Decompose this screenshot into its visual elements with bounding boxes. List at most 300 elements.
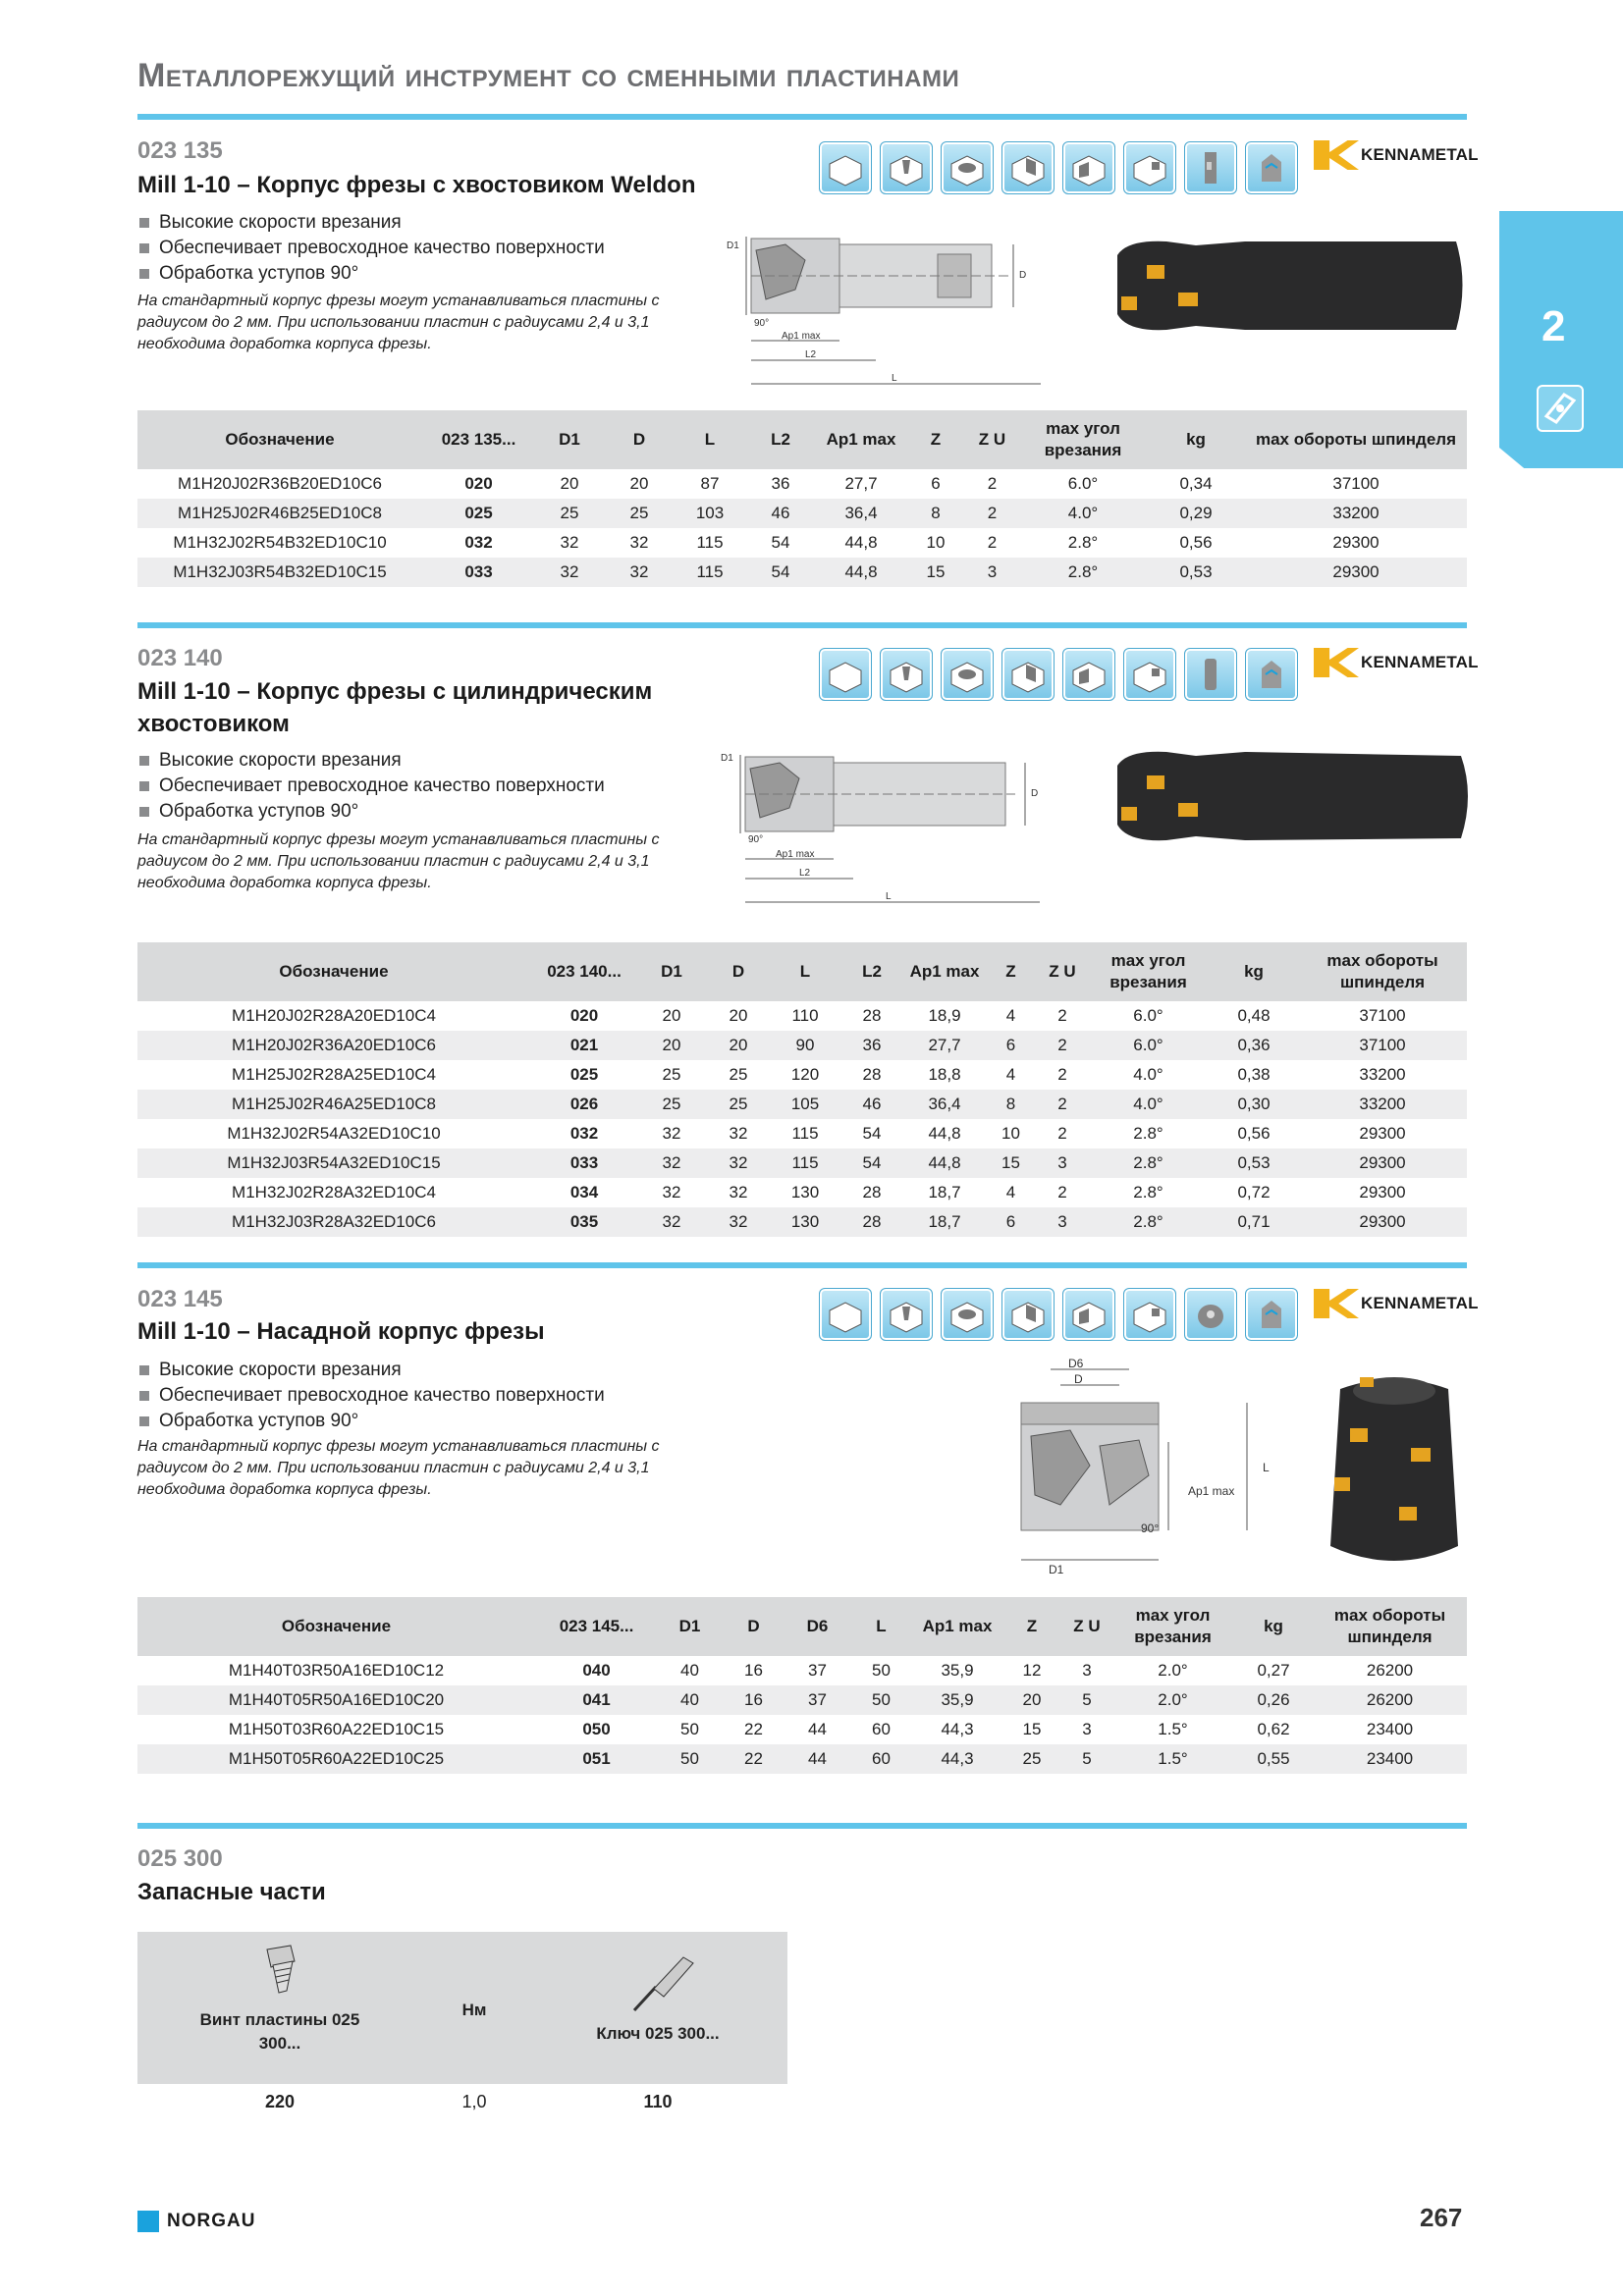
table-cell: 20 [638,1031,705,1060]
torque-value: 1,0 [461,2092,487,2111]
designation-cell: M1H50T03R60A22ED10C15 [228,1720,445,1738]
table-row [137,1178,1467,1207]
table-cell: 4.0° [1087,1090,1210,1119]
table-cell: 23400 [1366,1720,1414,1738]
table-cell: 29300 [1298,1207,1467,1237]
feature-item: Высокие скорости врезания [137,1358,605,1383]
order-code-cell: 034 [569,1183,599,1201]
table-cell: 2 [987,533,998,552]
table-cell: 10 [1001,1124,1020,1143]
col-header: 023 135... [422,410,535,469]
cylindrical-shank-icon [1184,648,1237,701]
col-header: D1 [658,1597,722,1656]
col-header: L2 [839,942,905,1001]
table-cell: 0,36 [1210,1031,1298,1060]
table-cell: 12 [1022,1661,1042,1680]
order-code-cell: 025 [569,1065,599,1084]
table-row [137,469,1467,499]
order-code-cell: 041 [535,1685,658,1715]
torque-label: Нм [461,2001,487,2019]
table-cell: 2.0° [1111,1685,1234,1715]
face-milling-icon [819,1288,872,1341]
table-cell: 20 [560,474,579,493]
col-header: Ap1 max [905,942,984,1001]
table-cell: 1.5° [1158,1720,1188,1738]
table-cell: 54 [771,533,790,552]
table-cell: 32 [638,1207,705,1237]
table-cell: 2 [1057,1183,1067,1201]
table-cell: 18,9 [928,1006,961,1025]
pocketing-icon [941,1288,994,1341]
table-cell: 37100 [1298,1031,1467,1060]
table-cell: 4.0° [1019,499,1147,528]
table-cell: 3 [1038,1148,1087,1178]
col-header: max угол врезания [1019,410,1147,469]
screw-label: Винт пластины 025 300... [199,2010,360,2053]
col-header: L [849,1597,913,1656]
col-header: D1 [535,410,604,469]
table-cell: 15 [906,558,965,587]
table-cell: 40 [658,1685,722,1715]
table-cell: 2 [987,474,998,493]
table-cell: 29300 [1245,558,1467,587]
col-header: Z U [965,410,1019,469]
table-cell: 36 [771,474,790,493]
section-title: Mill 1-10 – Насадной корпус фрезы [137,1318,545,1345]
table-cell: 6.0° [1133,1006,1163,1025]
table-cell: 16 [744,1661,763,1680]
table-cell: 46 [745,499,816,528]
table-cell: 16 [722,1685,785,1715]
col-header: Z U [1038,942,1087,1001]
slotting-icon [1001,648,1055,701]
table-cell: 0,27 [1257,1661,1290,1680]
table-cell: 60 [849,1744,913,1774]
feature-item: Высокие скорости врезания [137,210,605,236]
plunging-icon [1123,1288,1176,1341]
designation-cell: M1H20J02R36B20ED10C6 [178,474,382,493]
table-cell: 36,4 [905,1090,984,1119]
table-cell: 20 [705,1031,772,1060]
table-cell: 2 [1038,1031,1087,1060]
table-cell: 18,7 [905,1207,984,1237]
table-cell: 44,8 [905,1148,984,1178]
order-code-cell: 026 [530,1090,638,1119]
table-cell: 5 [1062,1744,1111,1774]
table-cell: 46 [839,1090,905,1119]
order-code-cell: 020 [464,474,493,493]
section-title: Mill 1-10 – Корпус фрезы с цилиндрическим хвостовиком [137,678,653,737]
col-header: max угол врезания [1111,1597,1234,1656]
col-header: Ap1 max [913,1597,1001,1656]
table-cell: 32 [638,1148,705,1178]
feature-item: Высокие скорости врезания [137,748,605,774]
table-cell: 4 [1005,1065,1016,1084]
feature-item: Обеспечивает превосходное качество поверхности [137,774,605,799]
table-cell: 6 [984,1207,1038,1237]
table-cell: 115 [675,558,745,587]
table-row [137,528,1467,558]
designation-cell: M1H40T05R50A16ED10C20 [137,1685,535,1715]
spare-parts-header [137,1932,787,2084]
table-cell: 32 [705,1148,772,1178]
table-cell: 33200 [1245,499,1467,528]
svg-text:L: L [1263,1461,1270,1474]
table-cell: 0,30 [1210,1090,1298,1119]
section-title: Запасные части [137,1879,326,1905]
col-header: D6 [785,1597,849,1656]
slotting-icon [1001,141,1055,194]
col-header: D [722,1597,785,1656]
page-number: 267 [1420,2203,1463,2232]
col-header: Обозначение [137,1597,535,1656]
order-code-cell: 032 [464,533,493,552]
table-header [137,942,1467,1001]
table-row [137,1090,1467,1119]
table-cell: 5 [1062,1685,1111,1715]
svg-text:L2: L2 [799,868,811,879]
order-code-cell: 020 [569,1006,599,1025]
col-header: D [604,410,675,469]
spec-table [137,1597,1467,1774]
table-cell: 103 [675,499,745,528]
section-code: 023 140 [137,645,223,671]
table-header [137,410,1467,469]
table-cell: 54 [745,558,816,587]
table-cell: 2.8° [1133,1124,1163,1143]
order-code-cell: 021 [530,1031,638,1060]
designation-cell: M1H32J03R54B32ED10C15 [137,558,422,587]
table-cell: 115 [696,533,724,552]
product-photo [1108,236,1471,336]
kennametal-logo: KENNAMETAL [1314,1289,1479,1318]
table-cell: 33200 [1298,1090,1467,1119]
table-cell: 6.0° [1087,1031,1210,1060]
table-cell: 36,4 [816,499,906,528]
table-cell: 3 [1082,1661,1092,1680]
screw-code: 220 [264,2092,296,2111]
table-cell: 50 [872,1661,891,1680]
table-row [137,1715,1467,1744]
table-row [137,499,1467,528]
table-cell: 44,8 [844,533,878,552]
kennametal-logo: KENNAMETAL [1314,648,1479,677]
designation-cell: M1H40T03R50A16ED10C12 [228,1661,445,1680]
table-cell: 44 [785,1744,849,1774]
plunging-icon [1123,141,1176,194]
table-cell: 27,7 [905,1031,984,1060]
face-milling-icon [819,648,872,701]
table-row [137,1744,1467,1774]
col-header: max угол врезания [1087,942,1210,1001]
table-cell: 130 [790,1183,820,1201]
table-row [137,1001,1467,1031]
table-cell: 15 [984,1148,1038,1178]
table-cell: 20 [662,1006,681,1025]
col-header: D [705,942,772,1001]
table-cell: 32 [629,533,649,552]
section-code: 023 145 [137,1286,223,1312]
table-cell: 3 [1082,1720,1092,1738]
shoulder-milling-icon [1062,1288,1115,1341]
insert-icon [1537,385,1584,432]
order-code-cell: 025 [422,499,535,528]
designation-cell: M1H32J02R54A32ED10C10 [227,1124,441,1143]
col-header: D1 [638,942,705,1001]
plunging-icon [1123,648,1176,701]
pocketing-icon [941,141,994,194]
weldon-shank-icon [1184,141,1237,194]
order-code-cell: 032 [569,1124,599,1143]
table-cell: 29300 [1332,533,1380,552]
table-cell: 3 [1038,1207,1087,1237]
table-cell: 0,53 [1147,558,1245,587]
table-cell: 130 [772,1207,839,1237]
table-cell: 25 [729,1065,748,1084]
shell-mill-icon [1184,1288,1237,1341]
table-cell: 8 [906,499,965,528]
table-cell: 35,9 [941,1661,974,1680]
table-row [137,1656,1467,1685]
table-cell: 35,9 [913,1685,1001,1715]
table-cell: 28 [862,1183,882,1201]
product-photo [1321,1369,1468,1575]
table-cell: 26200 [1366,1661,1414,1680]
page-title: Металлорежущий инструмент со сменными пластинами [137,57,960,94]
header-rule [137,114,1467,120]
table-cell: 28 [839,1207,905,1237]
table-cell: 6 [984,1031,1038,1060]
spare-parts-row [137,2084,787,2119]
table-cell: 115 [772,1148,839,1178]
svg-text:L: L [892,373,897,384]
coolant-icon [1245,648,1298,701]
table-cell: 15 [1022,1720,1042,1738]
order-code-cell: 033 [530,1148,638,1178]
table-cell: 87 [700,474,720,493]
table-cell: 60 [872,1720,891,1738]
table-cell: 90 [772,1031,839,1060]
table-row [137,1060,1467,1090]
table-cell: 50 [658,1744,722,1774]
table-cell: 37 [785,1685,849,1715]
table-cell: 44,8 [816,558,906,587]
table-cell: 0,71 [1210,1207,1298,1237]
table-cell: 28 [862,1065,882,1084]
svg-text:Ap1 max: Ap1 max [782,331,821,342]
table-cell: 25 [638,1090,705,1119]
pocketing-icon [941,648,994,701]
note-text: На стандартный корпус фрезы могут устанавливаться пластины с радиусом до 2 мм. При использовании пластин с радиусами 2,4 и 3,1 необходима доработка корпуса фрезы. [137,1438,660,1498]
table-cell: 32 [535,558,604,587]
col-header: kg [1234,1597,1313,1656]
table-cell: 25 [662,1065,681,1084]
table-cell: 0,34 [1179,474,1213,493]
table-cell: 37 [808,1661,827,1680]
table-row [137,1685,1467,1715]
col-header: 023 140... [530,942,638,1001]
note-text: На стандартный корпус фрезы могут устанавливаться пластины с радиусом до 2 мм. При использовании пластин с радиусами 2,4 и 3,1 необходима доработка корпуса фрезы. [137,831,660,891]
table-cell: 0,38 [1237,1065,1271,1084]
table-cell: 26200 [1313,1685,1467,1715]
slotting-icon [1001,1288,1055,1341]
technical-drawing [992,1358,1286,1583]
table-cell: 2 [965,499,1019,528]
col-header: max обороты шпинделя [1245,410,1467,469]
designation-cell: M1H32J03R28A32ED10C6 [137,1207,530,1237]
col-header: Обозначение [137,942,530,1001]
table-cell: 29300 [1359,1183,1406,1201]
order-code-cell: 035 [530,1207,638,1237]
feature-list [137,210,605,287]
note-text: На стандартный корпус фрезы могут устанавливаться пластины с радиусом до 2 мм. При использовании пластин с радиусами 2,4 и 3,1 необходима доработка корпуса фрезы. [137,293,660,352]
table-cell: 105 [772,1090,839,1119]
table-cell: 2 [1038,1090,1087,1119]
table-cell: 20 [1001,1685,1062,1715]
section-title: Mill 1-10 – Корпус фрезы с хвостовиком Weldon [137,172,696,198]
table-cell: 25 [535,499,604,528]
feature-list [137,748,605,825]
designation-cell: M1H20J02R36A20ED10C6 [137,1031,530,1060]
table-cell: 2.8° [1019,558,1147,587]
section-code: 023 135 [137,137,223,164]
table-cell: 2.8° [1087,1207,1210,1237]
col-header: max обороты шпинделя [1313,1597,1467,1656]
table-cell: 110 [791,1006,819,1025]
col-header: kg [1147,410,1245,469]
table-cell: 32 [604,558,675,587]
table-cell: 2 [1057,1006,1067,1025]
ramping-icon [880,141,933,194]
table-cell: 1.5° [1111,1744,1234,1774]
table-cell: 22 [744,1720,763,1738]
technical-drawing [727,231,1080,398]
section-rule [137,1262,1467,1268]
svg-text:D: D [1074,1372,1083,1386]
table-cell: 0,29 [1147,499,1245,528]
svg-text:Ap1 max: Ap1 max [776,849,815,860]
table-cell: 18,8 [928,1065,961,1084]
feature-item: Обеспечивает превосходное качество поверхности [137,236,605,261]
col-header: L [772,942,839,1001]
table-cell: 22 [722,1744,785,1774]
table-cell: 0,55 [1234,1744,1313,1774]
svg-text:D1: D1 [721,753,733,764]
feature-item: Обработка уступов 90° [137,1409,605,1434]
table-cell: 2.8° [1067,533,1099,552]
order-code-cell: 040 [582,1661,611,1680]
table-cell: 37100 [1332,474,1380,493]
table-cell: 32 [705,1207,772,1237]
designation-cell: M1H32J02R54B32ED10C10 [173,533,387,552]
table-cell: 6.0° [1067,474,1099,493]
svg-text:L2: L2 [805,349,817,360]
table-cell: 32 [662,1124,681,1143]
product-photo [1108,746,1476,846]
ramping-icon [880,648,933,701]
svg-text:D1: D1 [1049,1563,1064,1576]
designation-cell: M1H50T05R60A22ED10C25 [137,1744,535,1774]
table-cell: 2.8° [1133,1183,1163,1201]
table-cell: 2 [1057,1124,1067,1143]
designation-cell: M1H32J02R28A32ED10C4 [232,1183,436,1201]
col-header: Обозначение [137,410,422,469]
norgau-logo: NORGAU [137,2211,255,2232]
svg-text:90°: 90° [748,834,764,845]
shoulder-milling-icon [1062,648,1115,701]
table-cell: 25 [1001,1744,1062,1774]
feature-item: Обеспечивает превосходное качество поверхности [137,1383,605,1409]
svg-text:Ap1 max: Ap1 max [1188,1484,1235,1498]
table-cell: 54 [839,1148,905,1178]
feature-item: Обработка уступов 90° [137,261,605,287]
table-cell: 32 [729,1124,748,1143]
table-cell: 44,3 [913,1744,1001,1774]
col-header: kg [1210,942,1298,1001]
col-header: Z [984,942,1038,1001]
table-cell: 115 [791,1124,819,1143]
application-icons [819,648,1298,701]
table-cell: 44 [808,1720,827,1738]
table-cell: 36 [839,1031,905,1060]
feature-list [137,1358,605,1434]
svg-text:D: D [1031,788,1039,799]
table-cell: 2.0° [1158,1661,1188,1680]
table-cell: 8 [984,1090,1038,1119]
col-header: Z U [1062,1597,1111,1656]
section-code: 025 300 [137,1845,223,1872]
table-cell: 20 [729,1006,748,1025]
kennametal-logo: KENNAMETAL [1314,140,1479,170]
svg-text:D1: D1 [727,240,739,251]
table-cell: 25 [604,499,675,528]
table-cell: 25 [705,1090,772,1119]
table-cell: 29300 [1298,1148,1467,1178]
table-cell: 32 [560,533,579,552]
key-icon [628,1948,699,2016]
table-row [137,1148,1467,1178]
col-header: max обороты шпинделя [1298,942,1467,1001]
col-header: Z [1001,1597,1062,1656]
screw-icon [247,1942,312,1997]
application-icons [819,1288,1298,1341]
table-row [137,558,1467,587]
table-cell: 0,26 [1234,1685,1313,1715]
table-cell: 4 [1005,1183,1016,1201]
table-cell: 20 [629,474,649,493]
coolant-icon [1245,1288,1298,1341]
table-cell: 28 [862,1006,882,1025]
table-cell: 6 [931,474,941,493]
table-header [137,1597,1467,1656]
col-header: L2 [745,410,816,469]
table-cell: 2.8° [1087,1148,1210,1178]
table-cell: 37100 [1359,1006,1406,1025]
table-cell: 120 [790,1065,820,1084]
feature-item: Обработка уступов 90° [137,799,605,825]
table-row [137,1207,1467,1237]
table-cell: 0,56 [1179,533,1213,552]
table-cell: 44,3 [941,1720,974,1738]
table-cell: 50 [680,1720,699,1738]
col-header: Z [906,410,965,469]
application-icons [819,141,1298,194]
table-cell: 0,48 [1237,1006,1271,1025]
table-cell: 27,7 [844,474,878,493]
table-cell: 4 [1005,1006,1016,1025]
key-label: Ключ 025 300... [596,2024,720,2043]
table-cell: 4.0° [1133,1065,1163,1084]
